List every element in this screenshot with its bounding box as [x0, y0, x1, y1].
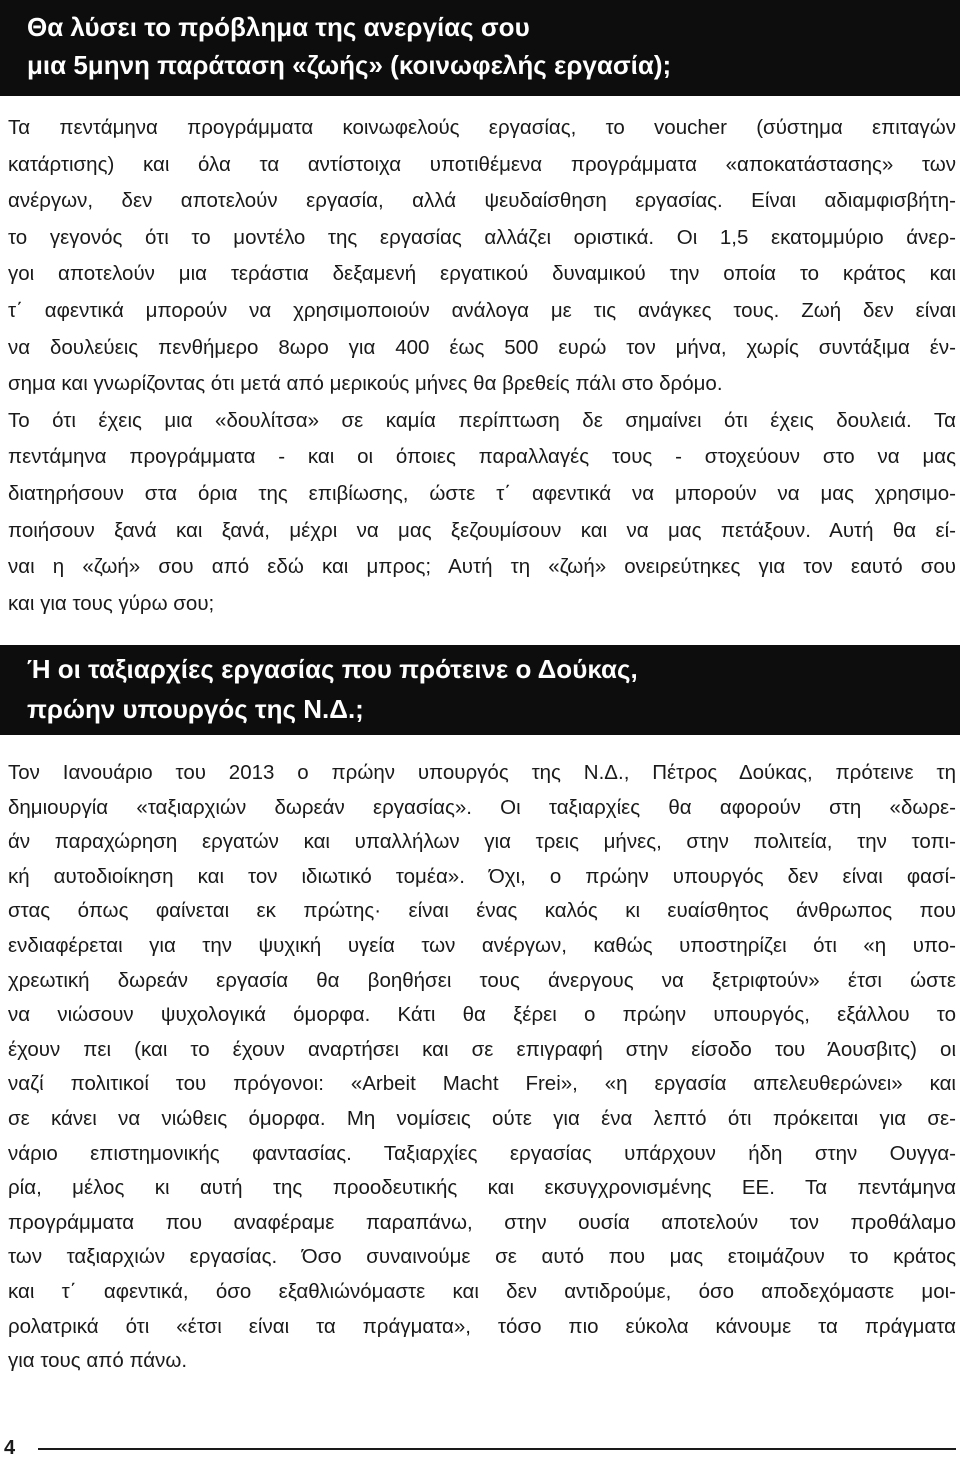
heading-line: μια 5μηνη παράταση «ζωής» (κοινωφελής εργασία); — [27, 50, 672, 80]
text-line: δημιουργία «ταξιαρχιών δωρεάν εργασίας». Οι ταξιαρχίες θα αφορούν στη «δωρε- — [8, 795, 956, 819]
section-heading-labor-brigades — [0, 645, 960, 735]
text-line: να δουλεύεις πενθήμερο 8ωρο για 400 έως 500 ευρώ τον μήνα, χωρίς συντάξιμα έν- — [8, 335, 956, 359]
text-line: άν παραχώρηση εργατών και υπαλλήλων για τρεις μήνες, στην πολιτεία, την τοπι- — [8, 830, 956, 854]
text-line: γοι αποτελούν μια τεράστια δεξαμενή εργατικού δυναμικού την οποία το κράτος και — [8, 262, 956, 286]
text-line: και για τους γύρω σου; — [8, 591, 215, 615]
text-line: προγράμματα που αναφέραμε παραπάνω, στην ουσία αποτελούν τον προθάλαμο — [8, 1210, 956, 1234]
page-number: 4 — [4, 1437, 16, 1459]
text-line: διατηρήσουν στα όρια της επιβίωσης, ώστε τ΄ αφεντικά να μπορούν να μας χρησιμο- — [8, 481, 956, 505]
text-line: τ΄ αφεντικά μπορούν να χρησιμοποιούν ανάλογα με τις ανάγκες τους. Ζωή δεν είναι — [8, 298, 956, 322]
text-line: πεντάμηνα προγράμματα - και οι όποιες παραλλαγές τους - στοχεύουν στο να μας — [8, 445, 956, 469]
text-line: ναζί πολιτικοί του πρόγονοι: «Arbeit Macht Frei», «η εργασία απελευθερώνει» και — [8, 1072, 956, 1096]
text-line: ενδιαφέρεται για την ψυχική υγεία των ανέργων, καθώς υποστηρίζει ότι «η υπο- — [8, 933, 956, 957]
text-line: ανέργων, δεν αποτελούν εργασία, αλλά ψευδαίσθηση εργασίας. Είναι αδιαμφισβήτη- — [8, 189, 956, 213]
heading-line: Θα λύσει το πρόβλημα της ανεργίας σου — [27, 12, 530, 42]
text-line: Τα πεντάμηνα προγράμματα κοινωφελούς εργασίας, το voucher (σύστημα επιταγών — [8, 116, 956, 139]
heading-line: Ή οι ταξιαρχίες εργασίας που πρότεινε ο Δούκας, — [27, 654, 638, 684]
text-line: νάριο επιστημονικής φαντασίας. Ταξιαρχίες εργασίας υπάρχουν ήδη στην Ουγγα- — [8, 1141, 956, 1165]
text-line: ναι η «ζωή» σου από εδώ και μπρος; Αυτή τη «ζωή» ονειρεύτηκες για τον εαυτό σου — [8, 555, 956, 579]
text-line: Τον Ιανουάριο του 2013 ο πρώην υπουργός της Ν.Δ., Πέτρος Δούκας, πρότεινε τη — [8, 761, 956, 784]
text-line: των ταξιαρχιών εργασίας. Όσο συναινούμε σε αυτό που μας ετοιμάζουν το κράτος — [8, 1245, 956, 1269]
heading-line: πρώην υπουργός της Ν.Δ.; — [27, 694, 364, 724]
text-line: Το ότι έχεις μια «δουλίτσα» σε καμία περίπτωση δε σημαίνει ότι έχεις δουλειά. Τα — [8, 408, 956, 432]
section-heading-unemployment — [0, 0, 960, 96]
footer-rule — [38, 1448, 956, 1450]
text-line: το γεγονός ότι το μοντέλο της εργασίας αλλάζει οριστικά. Οι 1,5 εκατομμύριο άνερ- — [8, 225, 956, 249]
text-line: έχουν πει (και το έχουν αναρτήσει και σε επιγραφή στην είσοδο του Άουσβιτς) οι — [8, 1037, 956, 1061]
text-line: σε κάνει να νιώθεις όμορφα. Μη νομίσεις ούτε για ένα λεπτό ότι πρόκειται για σε- — [8, 1106, 956, 1130]
text-line: κατάρτισης) και όλα τα αντίστοιχα υποτιθέμενα προγράμματα «αποκατάστασης» των — [8, 152, 956, 176]
text-line: ρολατρικά ότι «έτσι είναι τα πράγματα», τόσο πιο εύκολα κάνουμε τα πράγματα — [8, 1314, 956, 1338]
text-line: και τ΄ αφεντικά, όσο εξαθλιώνόμαστε και δεν αντιδρούμε, όσο αποδεχόμαστε μοι- — [8, 1279, 956, 1303]
body-paragraph-doukas — [8, 756, 956, 1379]
text-line: για τους από πάνω. — [8, 1349, 188, 1373]
text-line: σημα και γνωρίζοντας ότι μετά από μερικούς μήνες θα βρεθείς πάλι στο δρόμο. — [8, 372, 723, 396]
text-line: κή αυτοδιοίκηση και τον ιδιωτικό τομέα». Όχι, ο πρώην υπουργός δεν είναι φασί- — [8, 864, 956, 888]
text-line: να νιώσουν ψυχολογικά όμορφα. Κάτι θα ξέρει ο πρώην υπουργός, εξάλλου το — [8, 1003, 956, 1027]
text-line: ποιήσουν ξανά και ξανά, μέχρι να μας ξεζουμίσουν και να μας πετάξουν. Αυτή θα εί- — [8, 518, 956, 542]
text-line: στας όπως φαίνεται εκ πρώτης· είναι ένας καλός κι ευαίσθητος άνθρωπος που — [8, 899, 956, 923]
body-paragraph-programs — [8, 110, 956, 622]
text-line: ρία, μέλος κι αυτή της προοδευτικής και εκσυγχρονισμένης ΕΕ. Τα πεντάμηνα — [8, 1176, 956, 1200]
text-line: χρεωτική δωρεάν εργασία θα βοηθήσει τους άνεργους να ξετριφτούν» έτσι ώστε — [8, 968, 956, 992]
